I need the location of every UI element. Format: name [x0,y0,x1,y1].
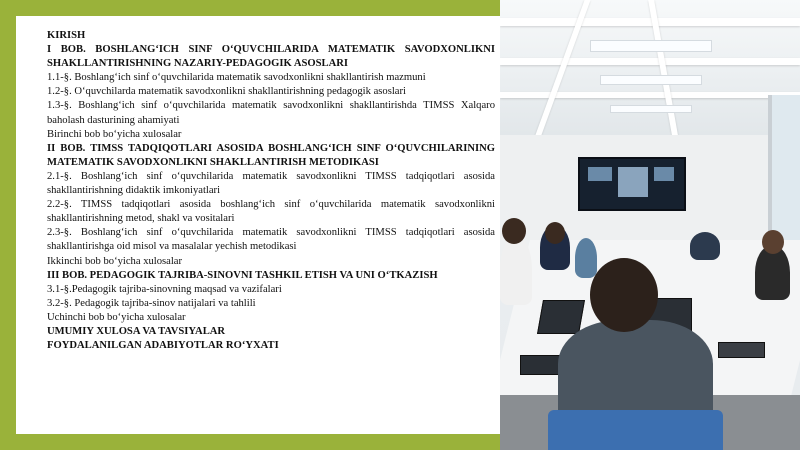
phone [520,355,562,375]
student [690,232,720,260]
toc-section-1-3: 1.3-§. Boshlang‘ich sinf o‘quvchilarida matematik savodxonlikni shakllantirishda TIMSS Xalqaro baholash dasturining ahamiyati [47,100,495,126]
toc-references: FOYDALANILGAN ADABIYOTLAR RO‘YXATI [47,340,279,352]
toc-chapter-1: I BOB. BOSHLANG‘ICH SINF O‘QUVCHILARIDA MATEMATIK SAVODXONLIKNI SHAKLLANTIRISHNING NAZARIY-PEDAGOGIK ASOSLARI [47,44,495,70]
classroom-photo [500,0,800,450]
toc-chapter-2-summary: Ikkinchi bob bo‘yicha xulosalar [47,255,183,267]
ceiling-light [610,105,692,113]
toc-section-2-3: 2.3-§. Boshlang‘ich sinf o‘quvchilarida matematik savodxonlikni TIMSS tadqiqotlari asosida shakllantirishga oid misol va masalalar yechish metodikasi [47,227,495,253]
toc-conclusion: UMUMIY XULOSA VA TAVSIYALAR [47,325,226,337]
toc-section-3-1: 3.1-§.Pedagogik tajriba-sinovning maqsad va vazifalari [47,283,282,295]
toc-chapter-1-summary: Birinchi bob bo‘yicha xulosalar [47,128,182,140]
toc-chapter-2: II BOB. TIMSS TADQIQOTLARI ASOSIDA BOSHLANG‘ICH SINF O‘QUVCHILARINING MATEMATIK SAVODXONLIKNI SHAKLLANTIRISH METODIKASI [47,142,495,168]
student-head [545,222,565,244]
boy-head [590,258,658,332]
student-head [502,218,526,244]
toc-section-2-2: 2.2-§. TIMSS tadqiqotlari asosida boshlang‘ich sinf o‘quvchilarida matematik savodxonlikni shakllantirishning metod, shakl va vositalari [47,199,495,225]
toc-chapter-3: III BOB. PEDAGOGIK TAJRIBA-SINOVNI TASHKIL ETISH VA UNI O‘TKAZISH [47,269,438,281]
ceiling-beam [500,58,800,65]
ceiling-light [590,40,712,52]
student [500,235,532,305]
toc-section-1-1: 1.1-§. Boshlang‘ich sinf o‘quvchilarida matematik savodxonlikni shakllantirish mazmuni [47,72,426,84]
student [575,238,597,278]
toc-section-3-2: 3.2-§. Pedagogik tajriba-sinov natijalari va tahlili [47,297,256,309]
ceiling-beam [500,18,800,26]
toc-section-2-1: 2.1-§. Boshlang‘ich sinf o‘quvchilarida matematik savodxonlikni TIMSS tadqiqotlari asosida shakllantirishning didaktik imkoniyatlari [47,170,495,197]
window [768,95,800,245]
table-of-contents [47,29,495,353]
ceiling-light [600,75,702,85]
chair [548,410,723,450]
toc-chapter-3-summary: Uchinchi bob bo‘yicha xulosalar [47,311,186,323]
ceiling-beam [500,92,800,98]
wall-screen [578,157,686,211]
content-panel [16,16,500,434]
laptop [537,300,585,334]
toc-kirish: KIRISH [47,30,86,41]
laptop [718,342,765,358]
student-head [762,230,784,254]
toc-section-1-2: 1.2-§. O‘quvchilarda matematik savodxonlikni shakllantirishning pedagogik asoslari [47,86,406,98]
